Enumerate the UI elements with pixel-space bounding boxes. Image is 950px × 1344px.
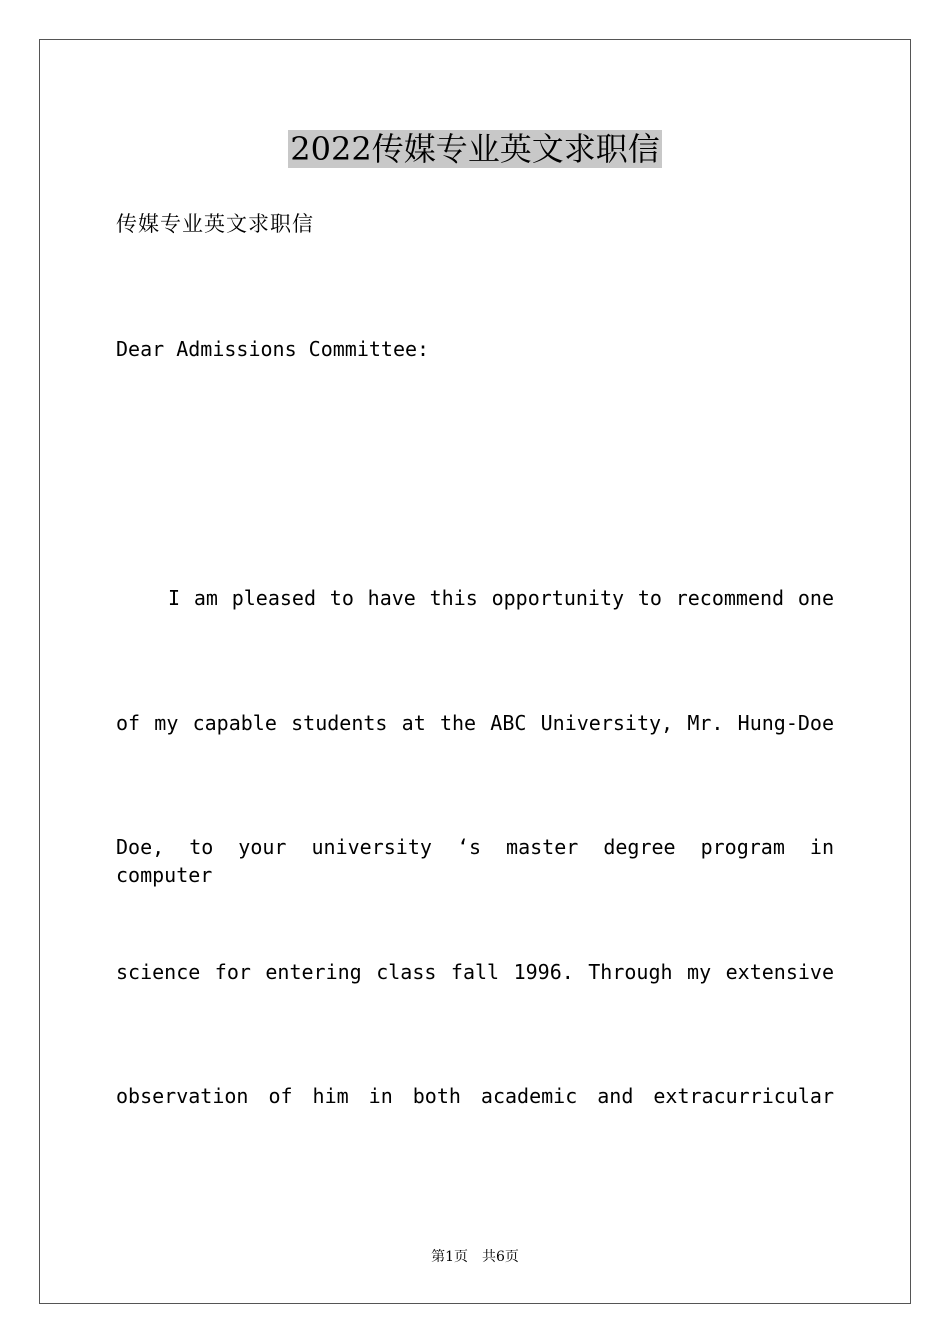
letter-body-line: of my capable students at the ABC University, Mr. Hung-Doe — [116, 711, 834, 735]
page-number-footer: 第1页 共6页 — [431, 1249, 519, 1265]
letter-body-line: observation of him in both academic and extracurricular — [116, 1084, 834, 1108]
letter-body-line: I am pleased to have this opportunity to recommend one — [168, 586, 834, 610]
letter-body-line: Doe, to your university ‘s master degree program in computer — [116, 835, 834, 887]
document-subtitle: 传媒专业英文求职信 — [116, 212, 314, 236]
letter-salutation: Dear Admissions Committee: — [116, 337, 430, 361]
document-title-text: 2022传媒专业英文求职信 — [290, 130, 660, 168]
letter-body-line: science for entering class fall 1996. Through my extensive — [116, 960, 834, 984]
document-title — [0, 128, 950, 170]
